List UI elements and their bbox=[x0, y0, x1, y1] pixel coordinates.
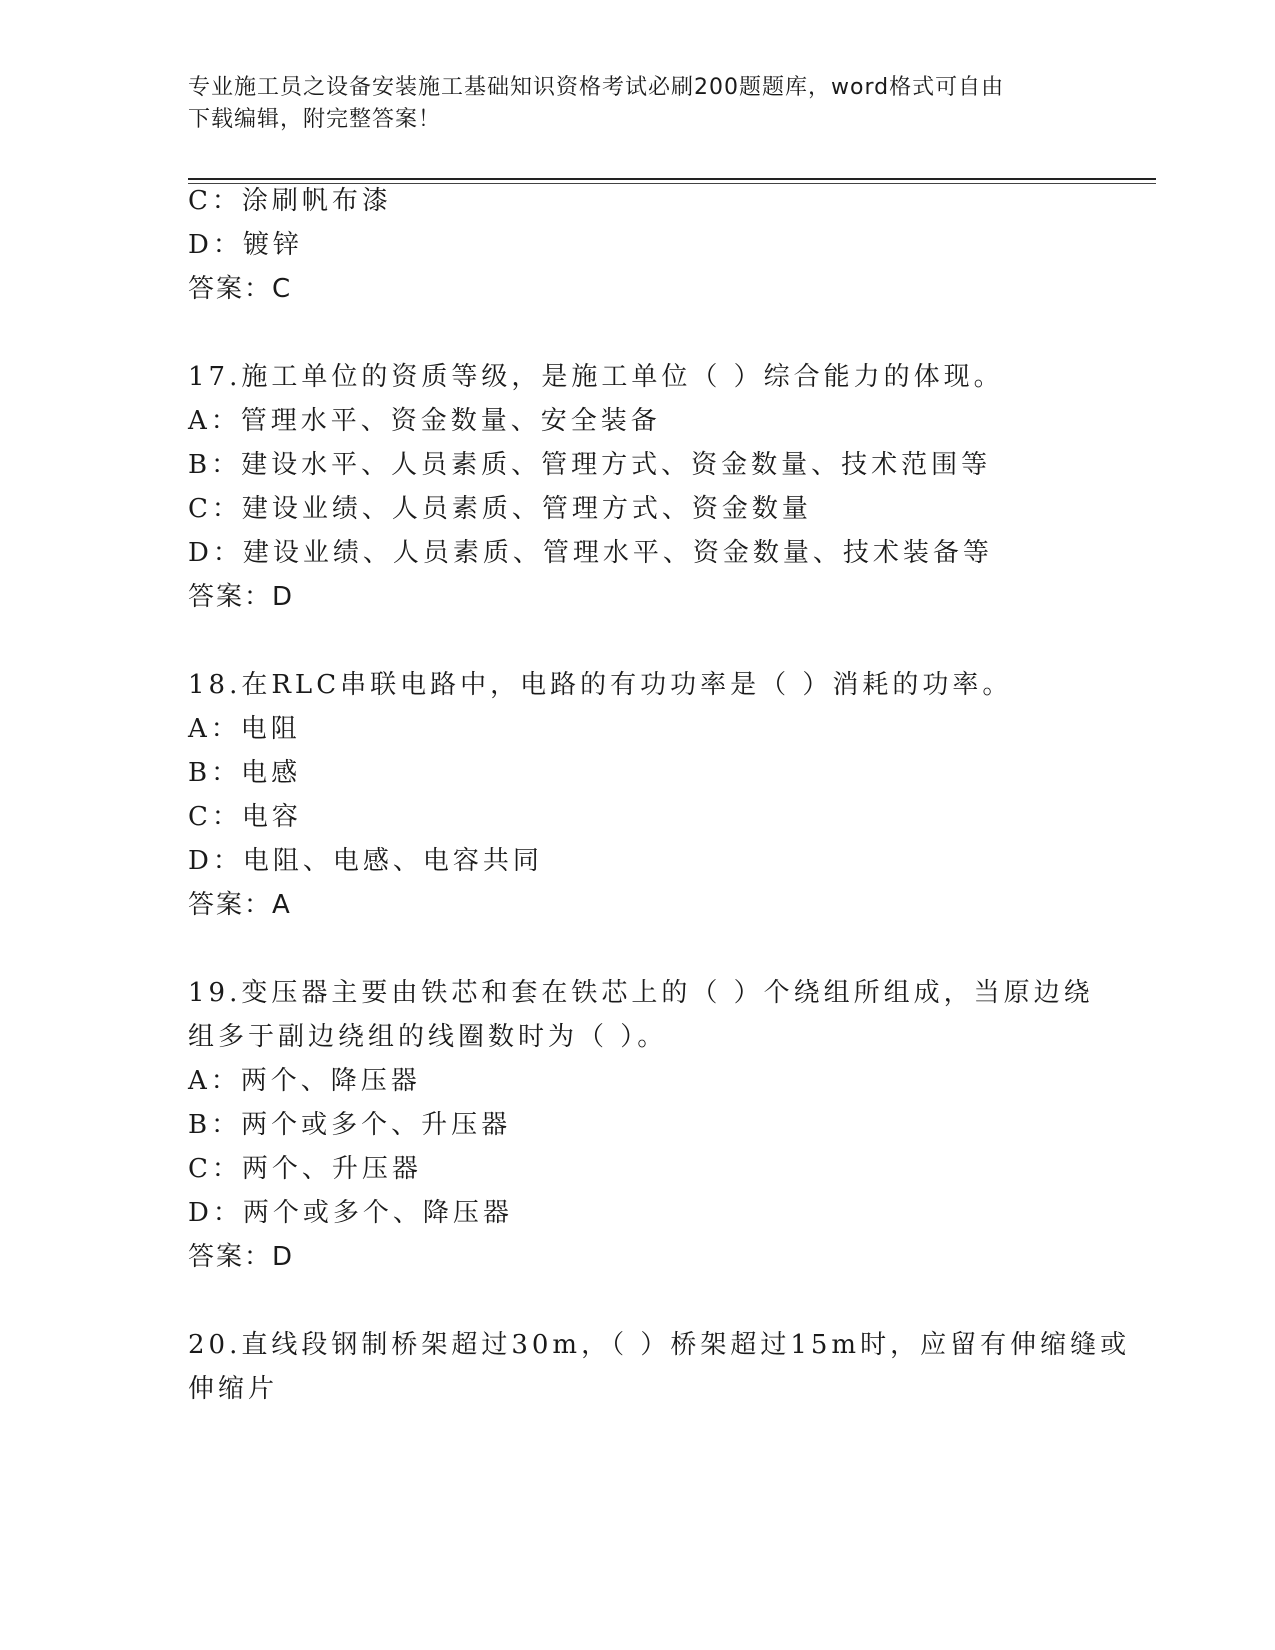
header-line-2: 下载编辑，附完整答案！ bbox=[188, 107, 442, 132]
q20-stem-line-2: 伸缩片 bbox=[188, 1374, 279, 1404]
header-line-1: 专业施工员之设备安装施工基础知识资格考试必刷200题题库，word格式可自由 bbox=[188, 75, 1005, 100]
q18-option-b: B：电感 bbox=[188, 758, 302, 788]
prev-answer: 答案：C bbox=[188, 274, 293, 304]
q17-option-d: D：建设业绩、人员素质、管理水平、资金数量、技术装备等 bbox=[188, 538, 993, 568]
prev-option-c: C：涂刷帆布漆 bbox=[188, 186, 392, 216]
q17-stem: 17.施工单位的资质等级，是施工单位（ ）综合能力的体现。 bbox=[188, 362, 1004, 392]
q18-option-d: D：电阻、电感、电容共同 bbox=[188, 846, 543, 876]
q19-option-b: B：两个或多个、升压器 bbox=[188, 1110, 512, 1140]
q19-stem-line-1: 19.变压器主要由铁芯和套在铁芯上的（ ）个绕组所组成，当原边绕 bbox=[188, 978, 1094, 1008]
q19-option-a: A：两个、降压器 bbox=[188, 1066, 421, 1096]
header-divider-thick bbox=[188, 178, 1156, 180]
q20-stem-line-1: 20.直线段钢制桥架超过30m，（ ）桥架超过15m时，应留有伸缩缝或 bbox=[188, 1330, 1131, 1360]
q19-answer: 答案：D bbox=[188, 1242, 295, 1272]
q17-answer: 答案：D bbox=[188, 582, 295, 612]
q18-answer: 答案：A bbox=[188, 890, 292, 920]
q19-option-c: C：两个、升压器 bbox=[188, 1154, 422, 1184]
q18-option-a: A：电阻 bbox=[188, 714, 301, 744]
document-header bbox=[188, 72, 1088, 136]
prev-option-d: D：镀锌 bbox=[188, 230, 303, 260]
q19-option-d: D：两个或多个、降压器 bbox=[188, 1198, 513, 1228]
q17-option-c: C：建设业绩、人员素质、管理方式、资金数量 bbox=[188, 494, 812, 524]
q18-option-c: C：电容 bbox=[188, 802, 302, 832]
q19-stem-line-2: 组多于副边绕组的线圈数时为（ ）。 bbox=[188, 1022, 668, 1052]
q17-option-a: A：管理水平、资金数量、安全装备 bbox=[188, 406, 661, 436]
q17-option-b: B：建设水平、人员素质、管理方式、资金数量、技术范围等 bbox=[188, 450, 992, 480]
q18-stem: 18.在RLC串联电路中，电路的有功功率是（ ）消耗的功率。 bbox=[188, 670, 1013, 700]
